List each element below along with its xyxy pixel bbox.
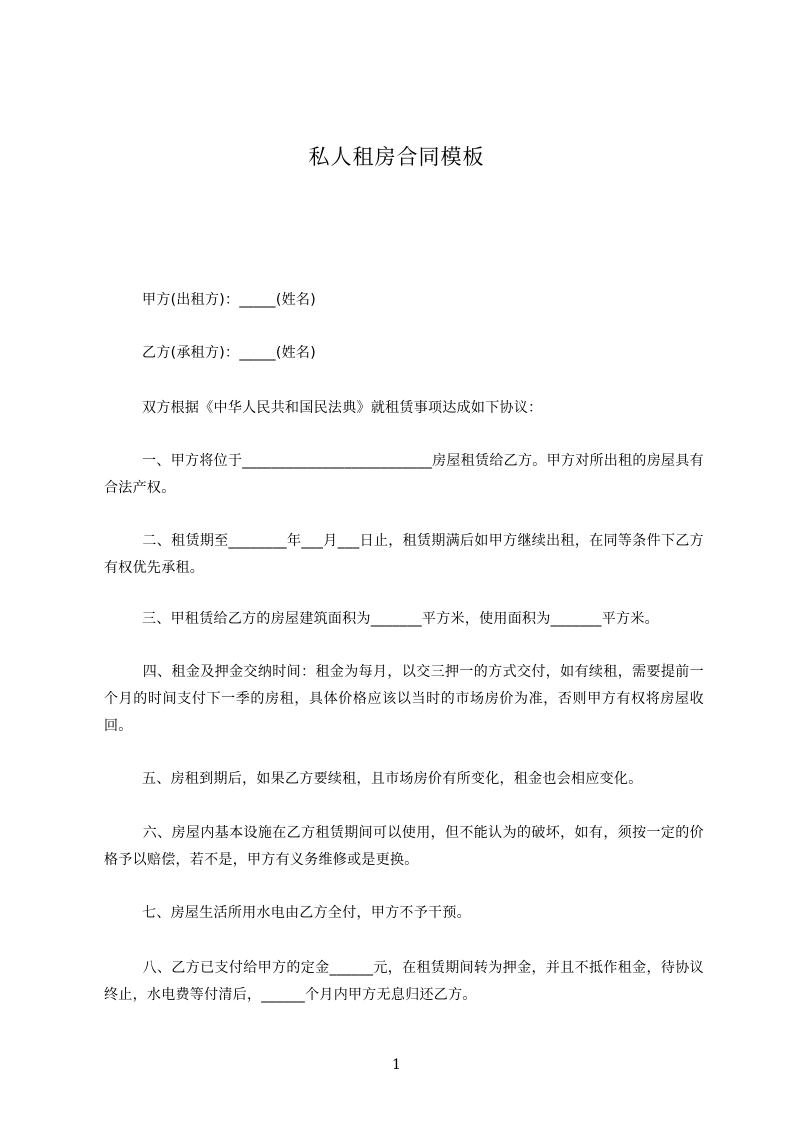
document-title: 私人租房合同模板 [308, 145, 485, 169]
clause-6: 六、房屋内基本设施在乙方租赁期间可以使用，但不能认为的破坏，如有，须按一定的价格予以赔偿，若不是，甲方有义务维修或是更换。 [104, 825, 704, 868]
party-a-line: 甲方(出租方)：_____(姓名) [104, 292, 316, 308]
page-number: 1 [392, 1057, 401, 1073]
clause-7: 七、房屋生活所用水电由乙方全付，甲方不予干预。 [104, 905, 471, 921]
agreement-intro: 双方根据《中华人民共和国民法典》就租赁事项达成如下协议： [104, 400, 543, 416]
clause-5: 五、房租到期后，如果乙方要续租，且市场房价有所变化，租金也会相应变化。 [104, 771, 643, 787]
clause-1: 一、甲方将位于__________________________房屋租赁给乙方。甲方对所出租的房屋具有合法产权。 [104, 453, 704, 496]
clause-8: 八、乙方已支付给甲方的定金______元，在租赁期间转为押金，并且不抵作租金，待协议终止，水电费等付清后，______个月内甲方无息归还乙方。 [104, 960, 704, 1003]
party-b-line: 乙方(承租方)：_____(姓名) [104, 345, 316, 361]
clause-2: 二、租赁期至________年___月___日止，租赁期满后如甲方继续出租，在同等条件下乙方有权优先承租。 [104, 533, 704, 576]
clause-3: 三、甲租赁给乙方的房屋建筑面积为_______平方米，使用面积为_______平方米。 [104, 611, 659, 627]
clause-4: 四、租金及押金交纳时间：租金为每月，以交三押一的方式交付，如有续租，需要提前一个月的时间支付下一季的房租，具体价格应该以当时的市场房价为准，否则甲方有权将房屋收回。 [104, 664, 704, 734]
